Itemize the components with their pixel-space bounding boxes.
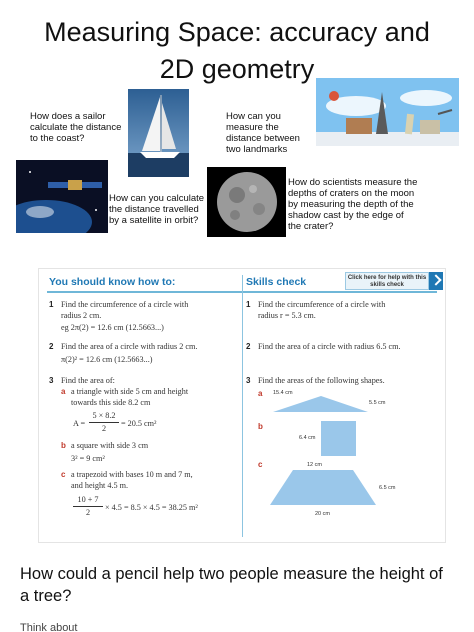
fraction-numerator: 5 × 8.2	[92, 411, 116, 420]
sub-label-a: a	[61, 387, 66, 396]
question-craters: How do scientists measure the depths of craters on the moon by measuring the depth of the shadow cast by the edge of the crater?	[288, 177, 418, 232]
triangle-shape	[273, 395, 369, 413]
trapezoid-top-dimension: 12 cm	[307, 462, 322, 468]
page-title-line2: 2D geometry	[159, 54, 315, 84]
left-item3c-line2: and height 4.5 m.	[71, 481, 129, 490]
fraction-c	[73, 495, 103, 521]
skills-check-panel	[38, 268, 446, 543]
item-number: 1	[246, 300, 251, 309]
page-title-line1: Measuring Space: accuracy and	[44, 17, 430, 47]
left-column-header: You should know how to:	[49, 276, 176, 288]
fraction-bar	[73, 506, 103, 507]
help-link[interactable]: Click here for help with this skills check	[345, 272, 429, 290]
question-sailor: How does a sailor calculate the distance to the coast?	[30, 111, 122, 144]
left-item3c-result: × 4.5 = 8.5 × 4.5 = 38.25 m²	[105, 503, 198, 512]
triangle-top-dimension: 15.4 cm	[273, 390, 293, 396]
item-number: 3	[246, 376, 251, 385]
sailboat-image	[128, 89, 189, 177]
triangle-side-dimension: 5.5 cm	[369, 400, 386, 406]
fraction-numerator: 10 + 7	[77, 495, 99, 504]
item-number: 2	[246, 342, 251, 351]
item-number: 2	[49, 342, 54, 351]
left-item1-example: eg 2π(2) = 12.6 cm (12.5663...)	[61, 323, 164, 332]
right-item2-text: Find the area of a circle with radius 6.5 cm.	[258, 342, 401, 351]
sub-label-b: b	[258, 422, 263, 431]
left-item3b-line2: 3² = 9 cm²	[71, 454, 105, 463]
fraction-denominator: 2	[101, 424, 107, 433]
landmarks-image	[316, 78, 459, 146]
item-number: 3	[49, 376, 54, 385]
right-item1-line1: Find the circumference of a circle with	[258, 300, 386, 309]
left-item3a-result: = 20.5 cm²	[121, 419, 157, 428]
question-satellite: How can you calculate the distance travelled by a satellite in orbit?	[109, 193, 205, 226]
right-item1-line2: radius r = 5.3 cm.	[258, 311, 316, 320]
help-arrow-icon[interactable]	[429, 272, 443, 290]
question-landmarks: How can you measure the distance between two landmarks	[226, 111, 300, 155]
sub-label-b: b	[61, 441, 66, 450]
sub-label-c: c	[61, 470, 66, 479]
right-item3-text: Find the areas of the following shapes.	[258, 376, 385, 385]
fraction-a	[89, 411, 119, 437]
left-item1-line1: Find the circumference of a circle with	[61, 300, 189, 309]
square-shape	[321, 421, 356, 456]
right-column-header: Skills check	[246, 276, 307, 288]
bottom-question: How could a pencil help two people measure the height of a tree?	[20, 565, 443, 605]
left-item3a-line2: towards this side 8.2 cm	[71, 398, 151, 407]
think-about-text: Think about	[20, 622, 78, 632]
left-item3c-line1: a trapezoid with bases 10 m and 7 m,	[71, 470, 193, 479]
trapezoid-side-dimension: 6.5 cm	[379, 485, 396, 491]
column-divider	[242, 275, 243, 537]
fraction-bar	[89, 422, 119, 423]
left-item3a-lhs: A =	[73, 419, 86, 428]
square-side-dimension: 6.4 cm	[299, 435, 316, 441]
item-number: 1	[49, 300, 54, 309]
fraction-denominator: 2	[85, 508, 91, 517]
left-item3a-line1: a triangle with side 5 cm and height	[71, 387, 189, 396]
sub-label-c: c	[258, 460, 263, 469]
trapezoid-bottom-dimension: 20 cm	[315, 511, 330, 517]
satellite-image	[16, 160, 108, 233]
left-item2-example: π(2)² = 12.6 cm (12.5663...)	[61, 355, 153, 364]
sub-label-a: a	[258, 389, 263, 398]
left-item2-line1: Find the area of a circle with radius 2 cm.	[61, 342, 198, 351]
left-item1-line2: radius 2 cm.	[61, 311, 102, 320]
left-item3-text: Find the area of:	[61, 376, 115, 385]
trapezoid-shape	[269, 470, 377, 506]
moon-image	[207, 167, 286, 237]
left-item3b-line1: a square with side 3 cm	[71, 441, 149, 450]
